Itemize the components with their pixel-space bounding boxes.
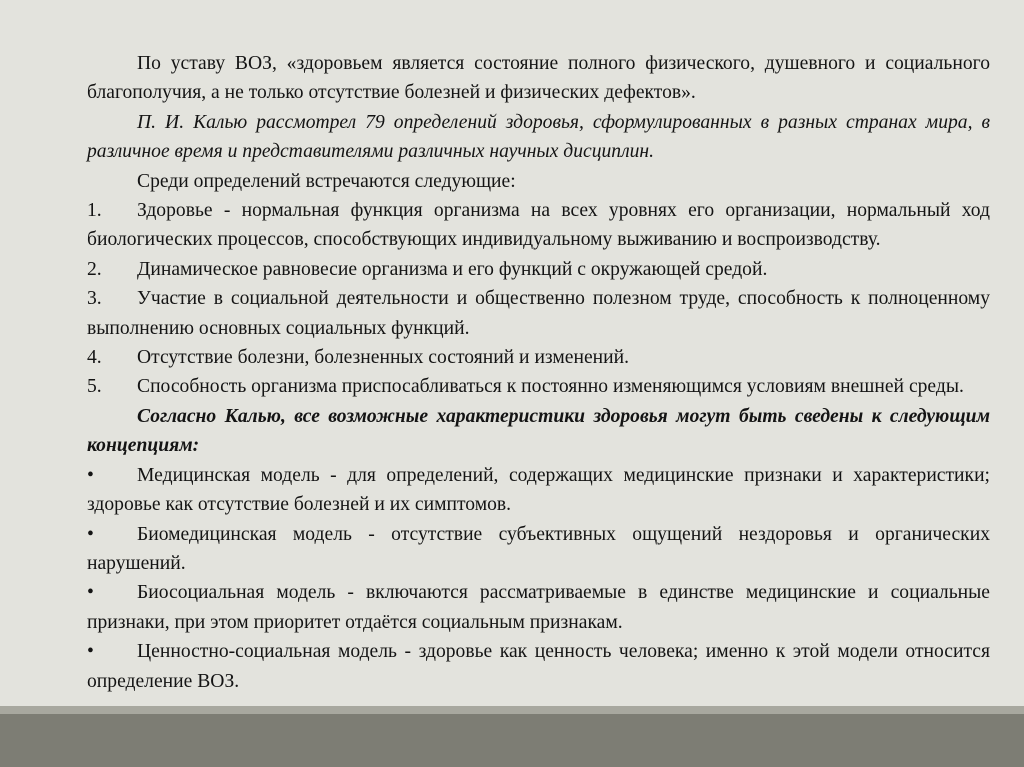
definition-text: Отсутствие болезни, болезненных состояний и изменений. bbox=[137, 347, 630, 369]
list-marker: 2. bbox=[87, 258, 102, 280]
definition-item-3 bbox=[87, 284, 990, 343]
definition-item-2 bbox=[87, 255, 990, 284]
definition-text: Способность организма приспосабливаться к постоянно изменяющимся условиям внешней среды. bbox=[137, 376, 964, 398]
kalyu-paragraph: П. И. Калью рассмотрел 79 определений здоровья, сформулированных в разных странах мира, в различное время и представителями различных научных дисциплин. bbox=[87, 111, 990, 163]
bullet-marker: • bbox=[87, 523, 94, 545]
definition-text: Участие в социальной деятельности и общественно полезном труде, способность к полноценному выполнению основных социальных функций. bbox=[87, 288, 990, 339]
list-marker: 1. bbox=[87, 200, 102, 222]
concept-text: Медицинская модель - для определений, содержащих медицинские признаки и характеристики; здоровье как отсутствие болезней и их симптомов. bbox=[87, 464, 990, 516]
concept-item-3 bbox=[87, 578, 990, 637]
footer-stripe bbox=[0, 706, 1024, 714]
definition-item-1 bbox=[87, 196, 990, 255]
concept-text: Биомедицинская модель - отсутствие субъективных ощущений нездоровья и органических нарушений. bbox=[87, 523, 990, 574]
list-marker: 4. bbox=[87, 347, 102, 369]
definition-text: Здоровье - нормальная функция организма на всех уровнях его организации, нормальный ход биологических процессов, способствующих индивидуальному выживанию и воспроизводству. bbox=[87, 200, 990, 251]
concepts-intro: Согласно Калью, все возможные характеристики здоровья могут быть сведены к следующим концепциям: bbox=[87, 405, 990, 457]
concept-text: Биосоциальная модель - включаются рассматриваемые в единстве медицинские и социальные признаки, при этом приоритет отдаётся социальным признакам. bbox=[87, 582, 990, 633]
definition-text: Динамическое равновесие организма и его функций с окружающей средой. bbox=[137, 258, 768, 280]
concept-item-2 bbox=[87, 520, 990, 579]
concept-item-4 bbox=[87, 637, 990, 696]
list-marker: 5. bbox=[87, 376, 102, 398]
concept-text: Ценностно-социальная модель - здоровье как ценность человека; именно к этой модели относится определение ВОЗ. bbox=[87, 641, 990, 692]
footer-bar bbox=[0, 714, 1024, 767]
list-marker: 3. bbox=[87, 288, 102, 310]
bullet-marker: • bbox=[87, 582, 94, 604]
definitions-intro: Среди определений встречаются следующие: bbox=[137, 170, 516, 192]
bullet-marker: • bbox=[87, 641, 94, 663]
concept-item-1 bbox=[87, 461, 990, 520]
who-definition-paragraph: По уставу ВОЗ, «здоровьем является состояние полного физического, душевного и социального благополучия, а не только отсутствие болезней и физических дефектов». bbox=[87, 53, 990, 104]
bullet-marker: • bbox=[87, 464, 94, 486]
slide-text bbox=[87, 49, 990, 696]
definition-item-4 bbox=[87, 343, 990, 372]
definition-item-5 bbox=[87, 372, 990, 401]
